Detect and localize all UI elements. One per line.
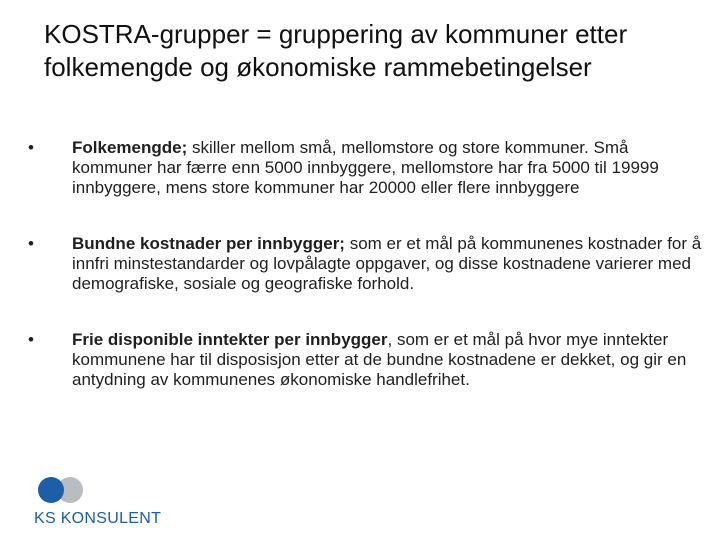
ks-konsulent-logo [34,474,164,530]
bullet-item [28,234,708,294]
bullet-text: , som er et mål på hvor mye inntekter kommunene har til disposisjon etter at de bundne kostnadene er dekket, og gir en antydning av kommunenes økonomiske handlefrihet. [72,330,687,389]
logo-circles-icon [36,476,86,504]
bullet-item [28,138,708,198]
logo-text: KS KONSULENT [34,510,162,527]
bullet-text: skiller mellom små, mellomstore og store kommuner. Små kommuner har færre enn 5000 innbyggere, mellomstore har fra 5000 til 19999 innbyggere, mens store kommuner har 20000 eller flere innbyggere [72,138,659,197]
bullet-text: som er et mål på kommunenes kostnader for å innfri minstestandarder og lovpålagte oppgaver, og disse kostnadene varierer med demografiske, sosiale og geografiske forhold. [72,234,702,293]
bullet-marker: • [28,234,34,253]
bullet-term: Folkemengde; [72,138,188,157]
bullet-term: Frie disponible inntekter per innbygger [72,330,388,349]
bullet-marker: • [28,330,34,349]
bullet-term: Bundne kostnader per innbygger; [72,234,345,253]
bullet-marker: • [28,138,34,157]
bullet-item [28,330,708,390]
slide-title: KOSTRA-grupper = gruppering av kommuner etter folkemengde og økonomiske rammebetingelser [44,19,628,82]
bullet-list [28,138,708,390]
